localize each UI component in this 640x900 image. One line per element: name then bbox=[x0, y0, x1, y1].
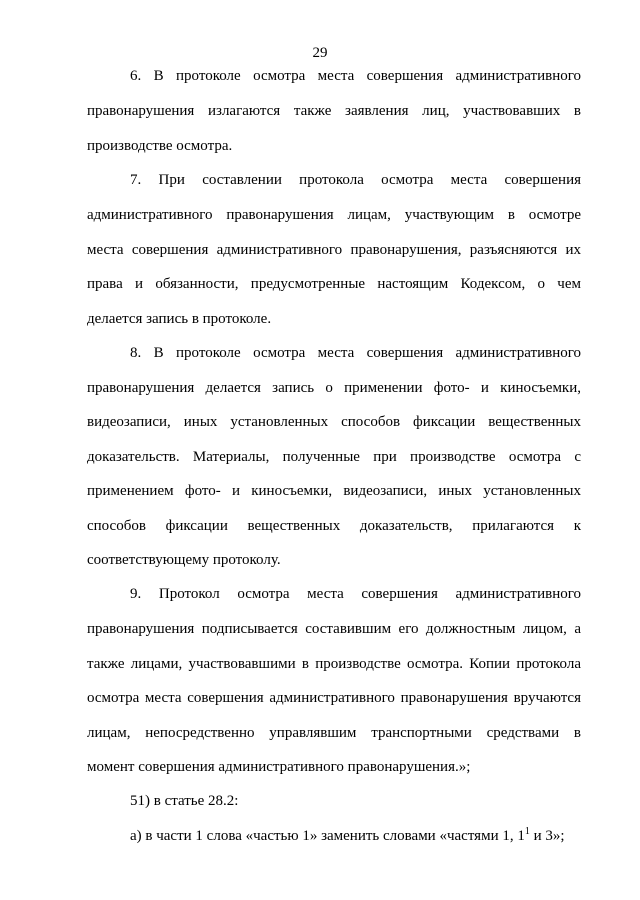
text-line: административного правонарушения лицам, участвующим в осмотре bbox=[87, 207, 581, 223]
text-line: лицам, непосредственно управлявшим транспортными средствами в bbox=[87, 725, 581, 741]
text-line: правонарушения делается запись о применении фото- и киносъемки, bbox=[87, 380, 581, 396]
text-line: правонарушения излагаются также заявления лиц, участвовавших в bbox=[87, 103, 581, 119]
text-line: производстве осмотра. bbox=[87, 138, 233, 154]
text-line: правонарушения подписывается составившим его должностным лицом, а bbox=[87, 621, 581, 637]
text-line: 51) в статье 28.2: bbox=[130, 793, 239, 809]
text-line: 7. При составлении протокола осмотра места совершения bbox=[130, 172, 581, 188]
amendment-text-end: и 3»; bbox=[529, 828, 565, 844]
superscript: 1 bbox=[524, 826, 530, 837]
text-line: 6. В протоколе осмотра места совершения административного bbox=[130, 68, 581, 84]
text-line: применением фото- и киносъемки, видеозаписи, иных установленных bbox=[87, 483, 581, 499]
text-line: также лицами, участвовавшими в производстве осмотра. Копии протокола bbox=[87, 656, 581, 672]
text-line: соответствующему протоколу. bbox=[87, 552, 281, 568]
text-line: 8. В протоколе осмотра места совершения административного bbox=[130, 345, 581, 361]
text-line: места совершения административного правонарушения, разъясняются их bbox=[87, 242, 581, 258]
text-line: права и обязанности, предусмотренные настоящим Кодексом, о чем bbox=[87, 276, 581, 292]
text-line: видеозаписи, иных установленных способов фиксации вещественных bbox=[87, 414, 581, 430]
text-line: 9. Протокол осмотра места совершения административного bbox=[130, 586, 581, 602]
text-line bbox=[130, 827, 581, 845]
text-line: делается запись в протоколе. bbox=[87, 311, 272, 327]
text-line: момент совершения административного правонарушения.»; bbox=[87, 759, 471, 775]
amendment-text: а) в части 1 слова «частью 1» заменить словами «частями 1, 1 bbox=[130, 828, 525, 844]
text-line: доказательств. Материалы, полученные при производстве осмотра с bbox=[87, 449, 581, 465]
text-line: способов фиксации вещественных доказательств, прилагаются к bbox=[87, 518, 581, 534]
text-line: осмотра места совершения административного правонарушения вручаются bbox=[87, 690, 581, 706]
page-number: 29 bbox=[312, 45, 328, 61]
